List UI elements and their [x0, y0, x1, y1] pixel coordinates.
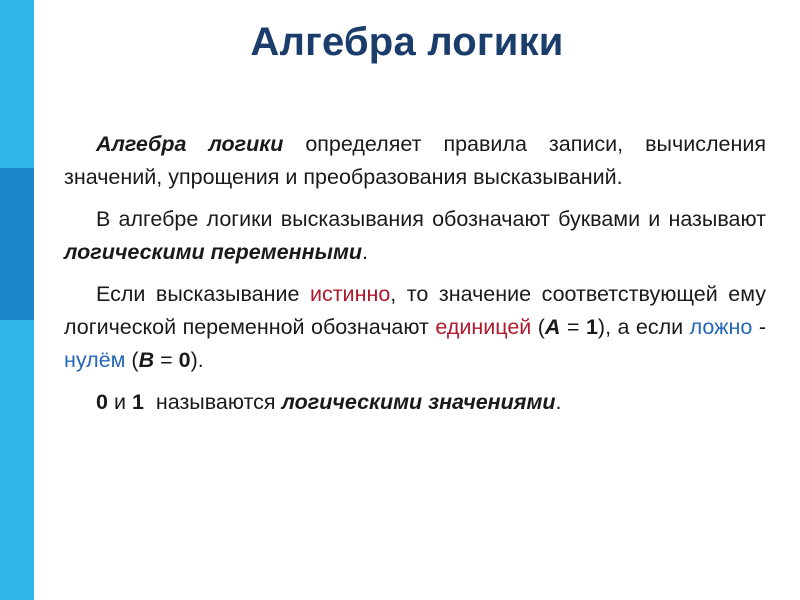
value-zero: 0 — [178, 348, 191, 372]
rule-text-1: Если высказывание — [96, 282, 310, 306]
definition-text: определяет правила записи, вычисления значений, упрощения и преобразования высказываний. — [64, 132, 766, 189]
paragraph-logical-values — [64, 386, 766, 419]
rule-text-3: ( — [531, 315, 545, 339]
and-text: и — [107, 390, 132, 414]
word-false: ложно — [689, 315, 753, 339]
paragraph-definition — [64, 128, 766, 194]
variables-end: . — [362, 240, 368, 264]
term-logical-values: логическими значениями — [281, 390, 556, 414]
equals-2: = — [154, 348, 179, 372]
word-true: истинно — [309, 282, 391, 306]
rule-text-2: , то значение соответствующей ему логической переменной обозначают — [64, 282, 766, 339]
value-one-label: 1 — [131, 390, 144, 414]
rule-text-4: ), а если — [597, 315, 690, 339]
value-one: 1 — [585, 315, 598, 339]
variable-a: А — [544, 315, 561, 339]
slide-body — [64, 128, 766, 428]
logical-values-text: называются — [143, 390, 282, 414]
term-logical-variables: логическими переменными — [64, 240, 362, 264]
left-sidebar-accent — [0, 168, 34, 320]
word-one: единицей — [435, 315, 532, 339]
paragraph-variables — [64, 203, 766, 269]
slide-title: Алгебра логики — [250, 20, 564, 64]
value-zero-label: 0 — [96, 390, 108, 414]
rule-text-7: ). — [190, 348, 204, 372]
logical-values-end: . — [555, 390, 562, 414]
variable-b: В — [138, 348, 155, 372]
equals-1: = — [560, 315, 586, 339]
variables-text: В алгебре логики высказывания обозначают буквами и называют — [96, 207, 766, 231]
rule-text-5: - — [752, 315, 766, 339]
paragraph-values-rule — [64, 278, 766, 377]
rule-text-6: ( — [125, 348, 139, 372]
term-algebra-logic: Алгебра логики — [96, 132, 284, 156]
word-zero: нулём — [64, 348, 126, 372]
